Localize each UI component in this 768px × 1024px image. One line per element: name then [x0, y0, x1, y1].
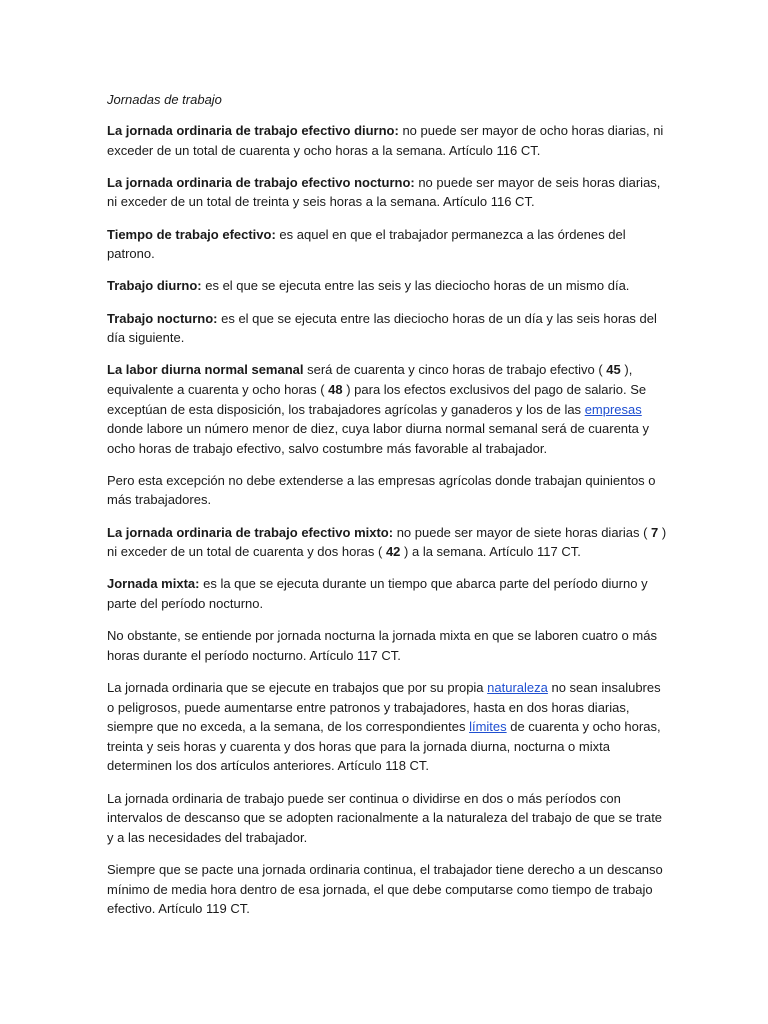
paragraph-trabajo-nocturno — [107, 309, 667, 348]
definition-tiempo-efectivo: es aquel en que el trabajador permanezca a las órdenes del patrono. — [107, 226, 626, 262]
paragraph-jornada-diurna — [107, 121, 667, 160]
paragraph-jornada-mixta — [107, 523, 667, 562]
labor-semanal-text-1: será de cuarenta y cinco horas de trabajo efectivo ( — [303, 362, 607, 378]
aumento-text-2: no sean insalubres o peligrosos, puede aumentarse entre patronos y trabajadores, hasta en dos horas diarias, siempre que no exceda, a la semana, de los correspondientes — [107, 680, 661, 735]
term-jornada-mixta: La jornada ordinaria de trabajo efectivo mixto: — [107, 524, 394, 540]
term-jornada-nocturna: La jornada ordinaria de trabajo efectivo nocturno: — [107, 174, 415, 190]
paragraph-descanso — [107, 860, 667, 919]
paragraph-excepcion — [107, 471, 667, 510]
labor-semanal-text-3: ) para los efectos exclusivos del pago de salario. Se exceptúan de esta disposición, los trabajadores agrícolas y ganaderos y los de las — [107, 381, 647, 417]
limites-link[interactable]: límites — [469, 719, 507, 735]
term-definicion-mixta: Jornada mixta: — [107, 576, 200, 592]
jornada-mixta-text-1: no puede ser mayor de siete horas diarias ( — [393, 524, 652, 540]
term-jornada-diurna: La jornada ordinaria de trabajo efectivo diurno: — [107, 123, 399, 138]
continua-dividida-text: La jornada ordinaria de trabajo puede ser continua o dividirse en dos o más períodos con intervalos de descanso que se adopten racionalmente a la naturaleza del trabajo de que se trate y a las necesidades del trabajador. — [107, 790, 663, 845]
definition-jornada-diurna: no puede ser mayor de ocho horas diarias, ni exceder de un total de cuarenta y ocho horas a la semana. Artículo 116 CT. — [107, 123, 664, 158]
definition-trabajo-nocturno: es el que se ejecuta entre las dieciocho horas de un día y las seis horas del día siguiente. — [107, 310, 657, 346]
aumento-text-3: de cuarenta y ocho horas, treinta y seis horas y cuarenta y dos horas que para la jornada diurna, nocturna o mixta determinen los dos artículos anteriores. Artículo 118 CT. — [107, 719, 661, 774]
paragraph-tiempo-efectivo — [107, 225, 667, 264]
definition-jornada-nocturna: no puede ser mayor de seis horas diarias, ni exceder de un total de treinta y seis horas a la semana. Artículo 116 CT. — [107, 174, 661, 210]
paragraph-jornada-nocturna — [107, 173, 667, 212]
paragraph-no-obstante — [107, 626, 667, 665]
empresas-link[interactable]: empresas — [584, 401, 642, 417]
excepcion-text: Pero esta excepción no debe extenderse a las empresas agrícolas donde trabajan quinientos o más trabajadores. — [107, 472, 656, 508]
hours-7: 7 — [651, 524, 659, 540]
labor-semanal-text-2: ), equivalente a cuarenta y ocho horas ( — [107, 362, 633, 397]
document-title: Jornadas de trabajo — [107, 92, 222, 107]
term-trabajo-diurno: Trabajo diurno: — [107, 278, 202, 294]
paragraph-aumento-jornada — [107, 678, 667, 776]
no-obstante-text: No obstante, se entiende por jornada nocturna la jornada mixta en que se laboren cuatro o más horas durante el período nocturno. Artículo 117 CT. — [107, 628, 657, 663]
definition-trabajo-diurno: es el que se ejecuta entre las seis y las dieciocho horas de un mismo día. — [201, 278, 630, 294]
hours-42: 42 — [385, 544, 401, 560]
definition-mixta: es la que se ejecuta durante un tiempo que abarca parte del período diurno y parte del período nocturno. — [107, 576, 648, 612]
naturaleza-link[interactable]: naturaleza — [487, 680, 548, 695]
term-tiempo-efectivo: Tiempo de trabajo efectivo: — [107, 226, 276, 242]
descanso-text: Siempre que se pacte una jornada ordinaria continua, el trabajador tiene derecho a un descanso mínimo de media hora dentro de esa jornada, el que debe computarse como tiempo de trabajo efectivo. Artículo 119 CT. — [107, 861, 663, 917]
hours-45: 45 — [606, 362, 621, 378]
paragraph-continua-dividida — [107, 789, 667, 848]
paragraph-definicion-mixta — [107, 574, 667, 613]
paragraph-trabajo-diurno — [107, 276, 667, 296]
jornada-mixta-text-2: ) ni exceder de un total de cuarenta y dos horas ( — [107, 524, 667, 560]
labor-semanal-text-4: donde labore un número menor de diez, cuya labor diurna normal semanal será de cuarenta y ocho horas de trabajo efectivo, salvo costumbre más favorable al trabajador. — [107, 421, 649, 456]
paragraph-labor-semanal — [107, 360, 667, 458]
term-labor-semanal: La labor diurna normal semanal — [107, 362, 304, 378]
document-page — [107, 90, 667, 931]
aumento-text-1: La jornada ordinaria que se ejecute en trabajos que por su propia — [107, 680, 488, 695]
jornada-mixta-text-3: ) a la semana. Artículo 117 CT. — [400, 544, 581, 560]
term-trabajo-nocturno: Trabajo nocturno: — [107, 310, 218, 326]
hours-48: 48 — [328, 381, 343, 397]
